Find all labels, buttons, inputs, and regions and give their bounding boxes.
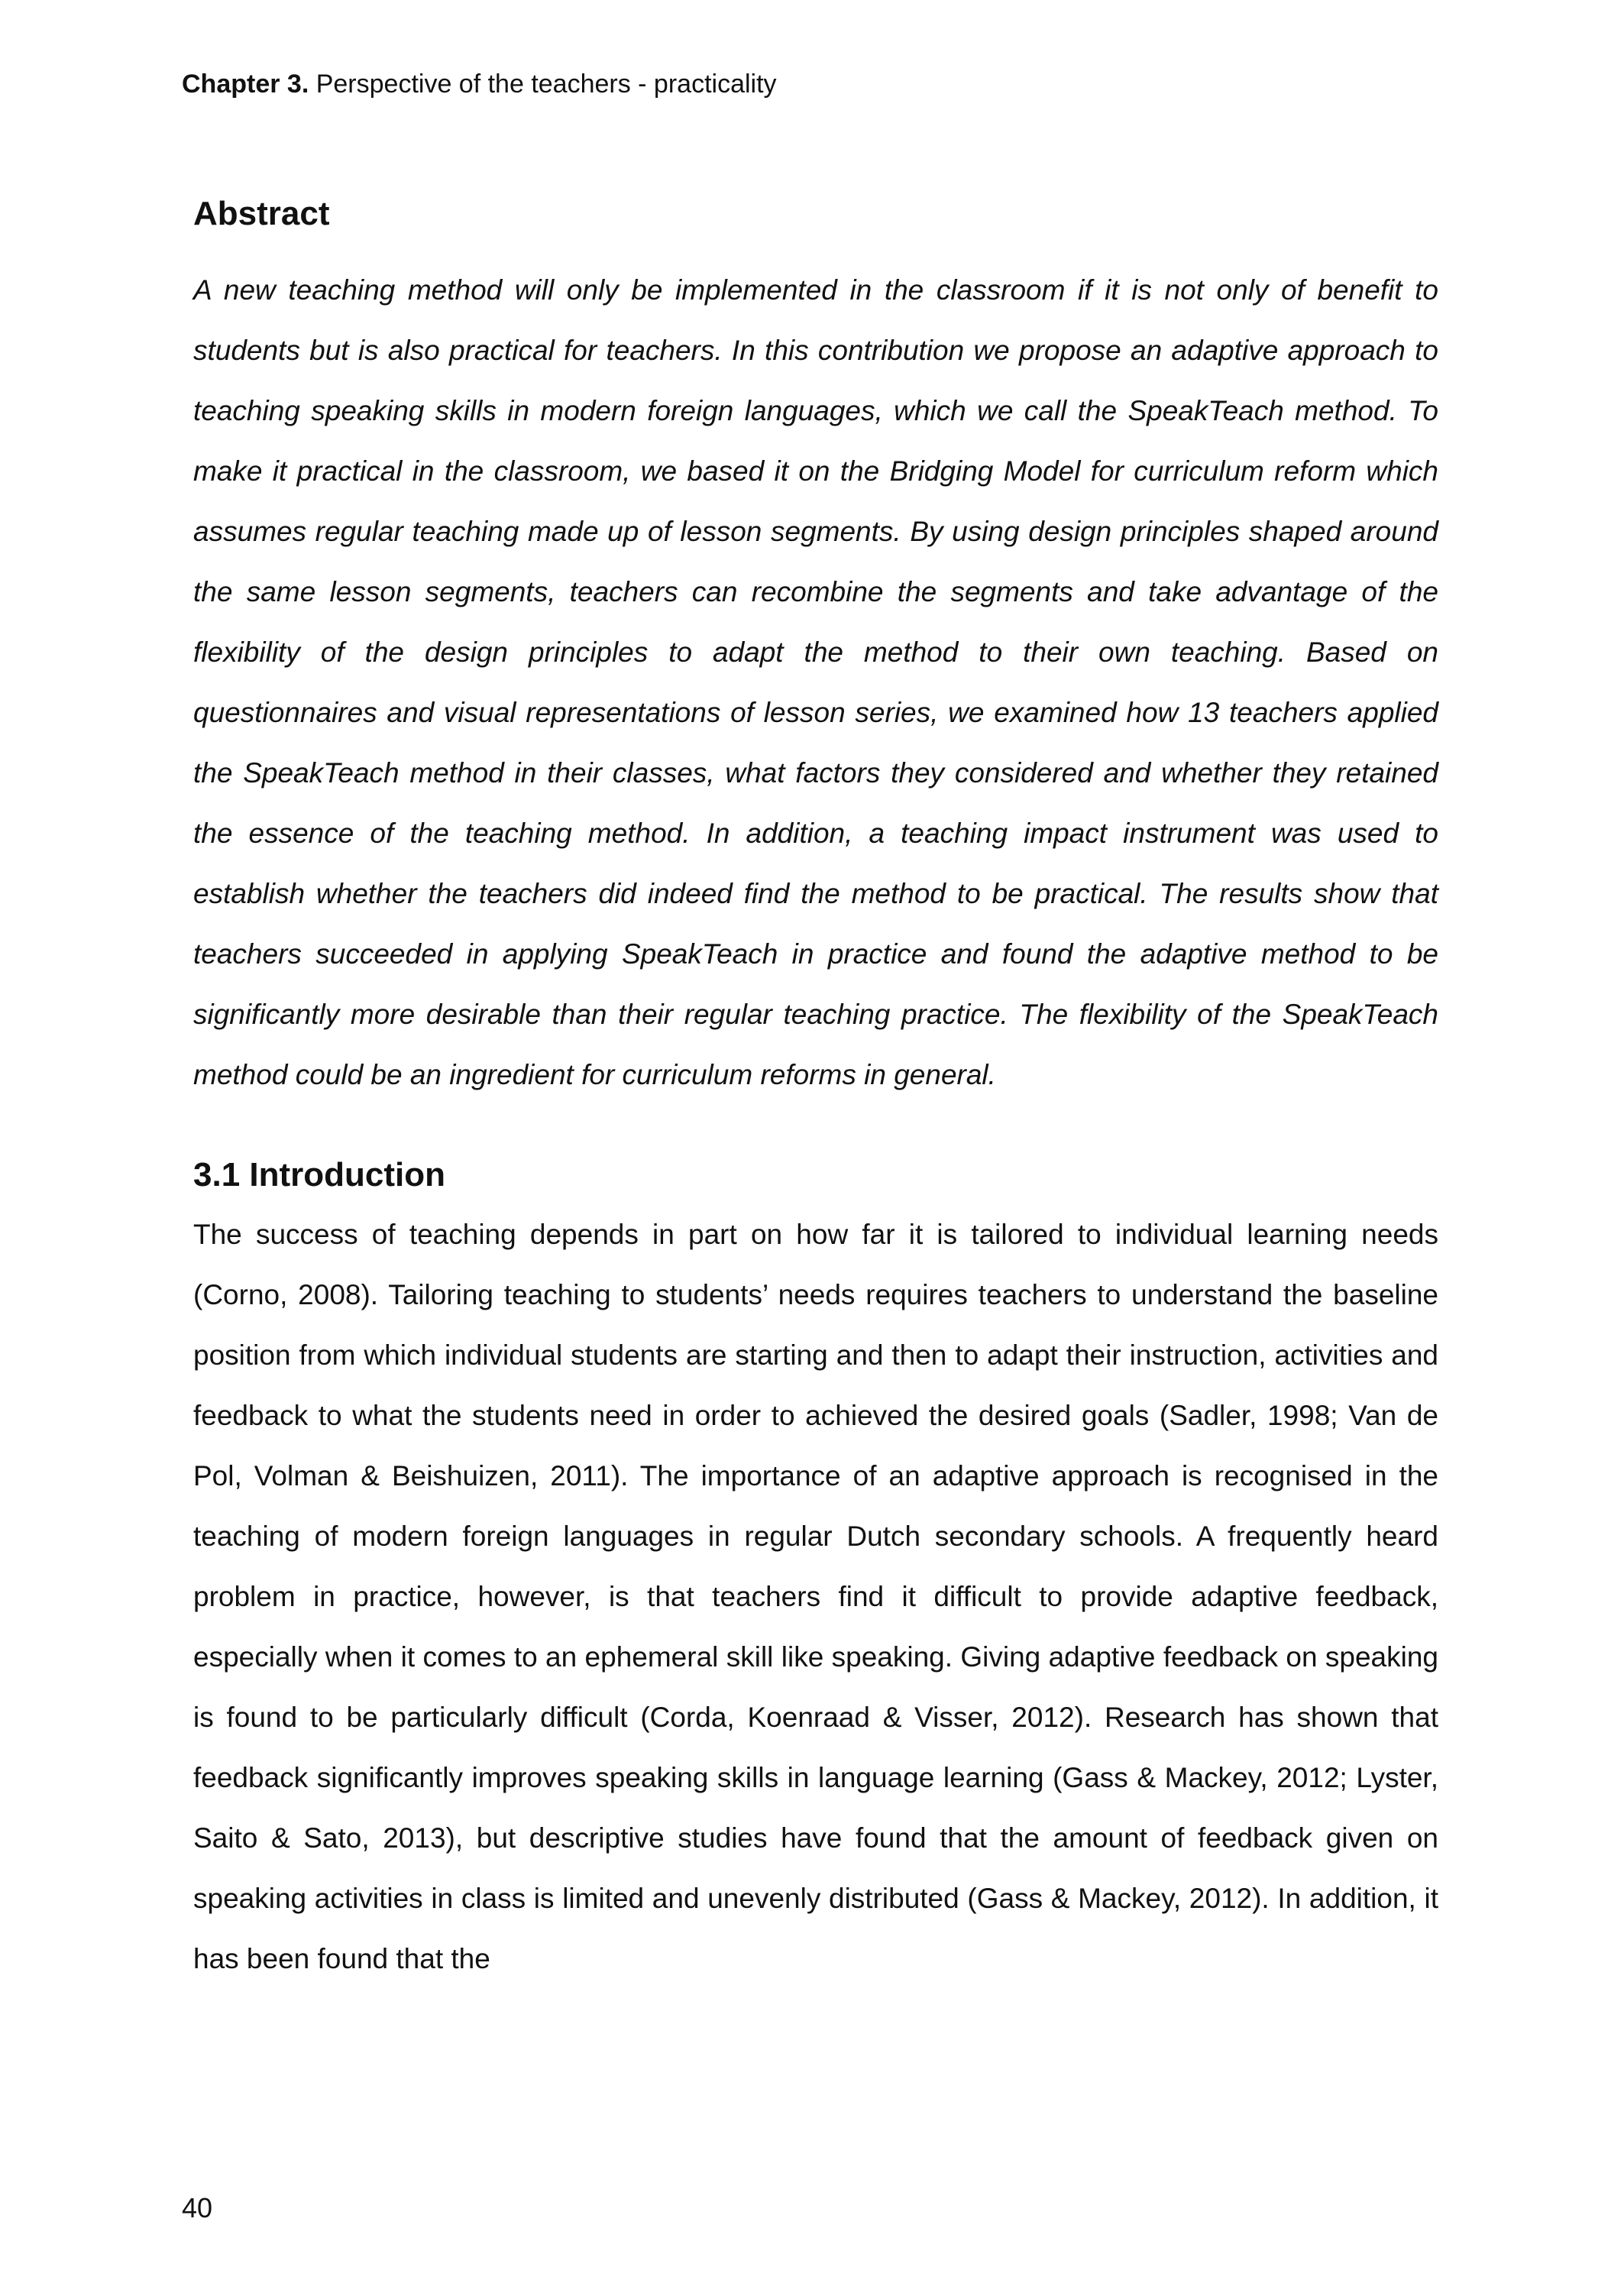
chapter-label: Chapter 3. [182, 70, 309, 99]
page-content [193, 191, 1438, 1989]
abstract-paragraph: A new teaching method will only be implemented in the classroom if it is not only of benefit to students but is also practical for teachers. In this contribution we propose an adaptive approach to teaching speaking skills in modern foreign languages, which we call the SpeakTeach method. To make it practical in the classroom, we based it on the Bridging Model for curriculum reform which assumes regular teaching made up of lesson segments. By using design principles shaped around the same lesson segments, teachers can recombine the segments and take advantage of the flexibility of the design principles to adapt the method to their own teaching. Based on questionnaires and visual representations of lesson series, we examined how 13 teachers applied the SpeakTeach method in their classes, what factors they considered and whether they retained the essence of the teaching method. In addition, a teaching impact instrument was used to establish whether the teachers did indeed find the method to be practical. The results show that teachers succeeded in applying SpeakTeach in practice and found the adaptive method to be significantly more desirable than their regular teaching practice. The flexibility of the SpeakTeach method could be an ingredient for curriculum reforms in general. [193, 274, 1438, 1090]
chapter-title: Perspective of the teachers - practicality [315, 70, 777, 99]
page-number: 40 [182, 2192, 213, 2223]
abstract-heading: Abstract [193, 195, 330, 232]
running-header [182, 67, 777, 101]
introduction-paragraph: The success of teaching depends in part on how far it is tailored to individual learning needs (Corno, 2008). Tailoring teaching to students’ needs requires teachers to understand the baseline position from which individual students are starting and then to adapt their instruction, activities and feedback to what the students need in order to achieved the desired goals (Sadler, 1998; Van de Pol, Volman & Beishuizen, 2011). The importance of an adaptive approach is recognised in the teaching of modern foreign languages in regular Dutch secondary schools. A frequently heard problem in practice, however, is that teachers find it difficult to provide adaptive feedback, especially when it comes to an ephemeral skill like speaking. Giving adaptive feedback on speaking is found to be particularly difficult (Corda, Koenraad & Visser, 2012). Research has shown that feedback significantly improves speaking skills in language learning (Gass & Mackey, 2012; Lyster, Saito & Sato, 2013), but descriptive studies have found that the amount of feedback given on speaking activities in class is limited and unevenly distributed (Gass & Mackey, 2012). In addition, it has been found that the [193, 1219, 1438, 1974]
introduction-heading: 3.1 Introduction [193, 1156, 445, 1193]
